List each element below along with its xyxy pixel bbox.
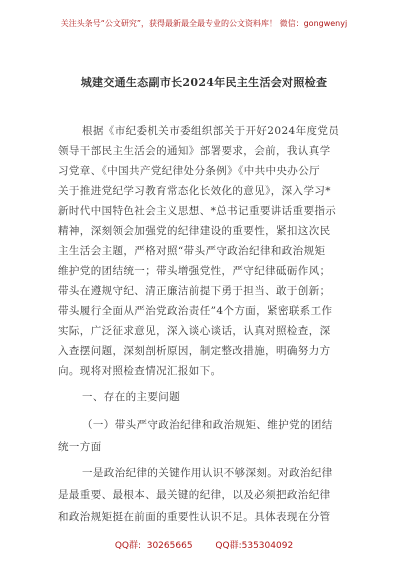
body-line: 实际，广泛征求意见，深入谈心谈话，认真对照检查，深 <box>58 325 331 337</box>
body-line: 向。现将对照检查情况汇报如下。 <box>58 365 222 377</box>
body-line: 一是政治纪律的关键作用认识不够深刻。对政治纪律 <box>82 467 333 479</box>
body-line: 主生活会主题，严格对照“带头严守政治纪律和政治规矩 <box>58 245 326 257</box>
body-line: 关于推进党纪学习教育常态化长效化的意见》，深入学习* <box>58 185 331 197</box>
body-line: 和政治规矩挺在前面的重要性认识不足。具体表现在分管 <box>58 511 331 523</box>
document-title: 城建交通生态副市长2024年民主生活会对照检查 <box>80 76 328 89</box>
body-line: 根据《市纪委机关市委组织部关于开好2024年度党员 <box>82 125 340 137</box>
body-line: 是最重要、最根本、最关键的纪律，以及必须把政治纪律 <box>58 489 331 501</box>
footer-qq-groups: QQ群: 30265665 QQ群:535304092 <box>114 541 294 551</box>
body-line: 带头在遵规守纪、清正廉洁前提下勇于担当、敢于创新； <box>58 285 331 297</box>
body-line: 新时代中国特色社会主义思想、*总书记重要讲话重要指示 <box>58 205 337 217</box>
body-line: 精神，深刻领会加强党的纪律建设的重要性，紧扣这次民 <box>58 225 331 237</box>
header-banner: 关注头条号“公文研究”，获得最新最全最专业的公文资料库！ 微信：gongwenyj <box>60 19 348 28</box>
body-line: 习党章、《中国共产党纪律处分条例》《中共中央办公厅 <box>58 165 320 177</box>
section-heading: 一、存在的主要问题 <box>82 391 181 403</box>
body-line: 领导干部民主生活会的通知》部署要求，会前，我认真学 <box>58 145 331 157</box>
subsection-heading: （一）带头严守政治纪律和政治规矩、维护党的团结 <box>82 419 333 431</box>
body-line: 维护党的团结统一；带头增强党性，严守纪律砥砺作风； <box>58 265 331 277</box>
body-line: 带头履行全面从严治党政治责任”4个方面，紧密联系工作 <box>58 305 333 317</box>
subsection-heading-cont: 统一方面 <box>58 441 102 453</box>
body-line: 入查摆问题，深刻剖析原因，制定整改措施，明确努力方 <box>58 345 331 357</box>
